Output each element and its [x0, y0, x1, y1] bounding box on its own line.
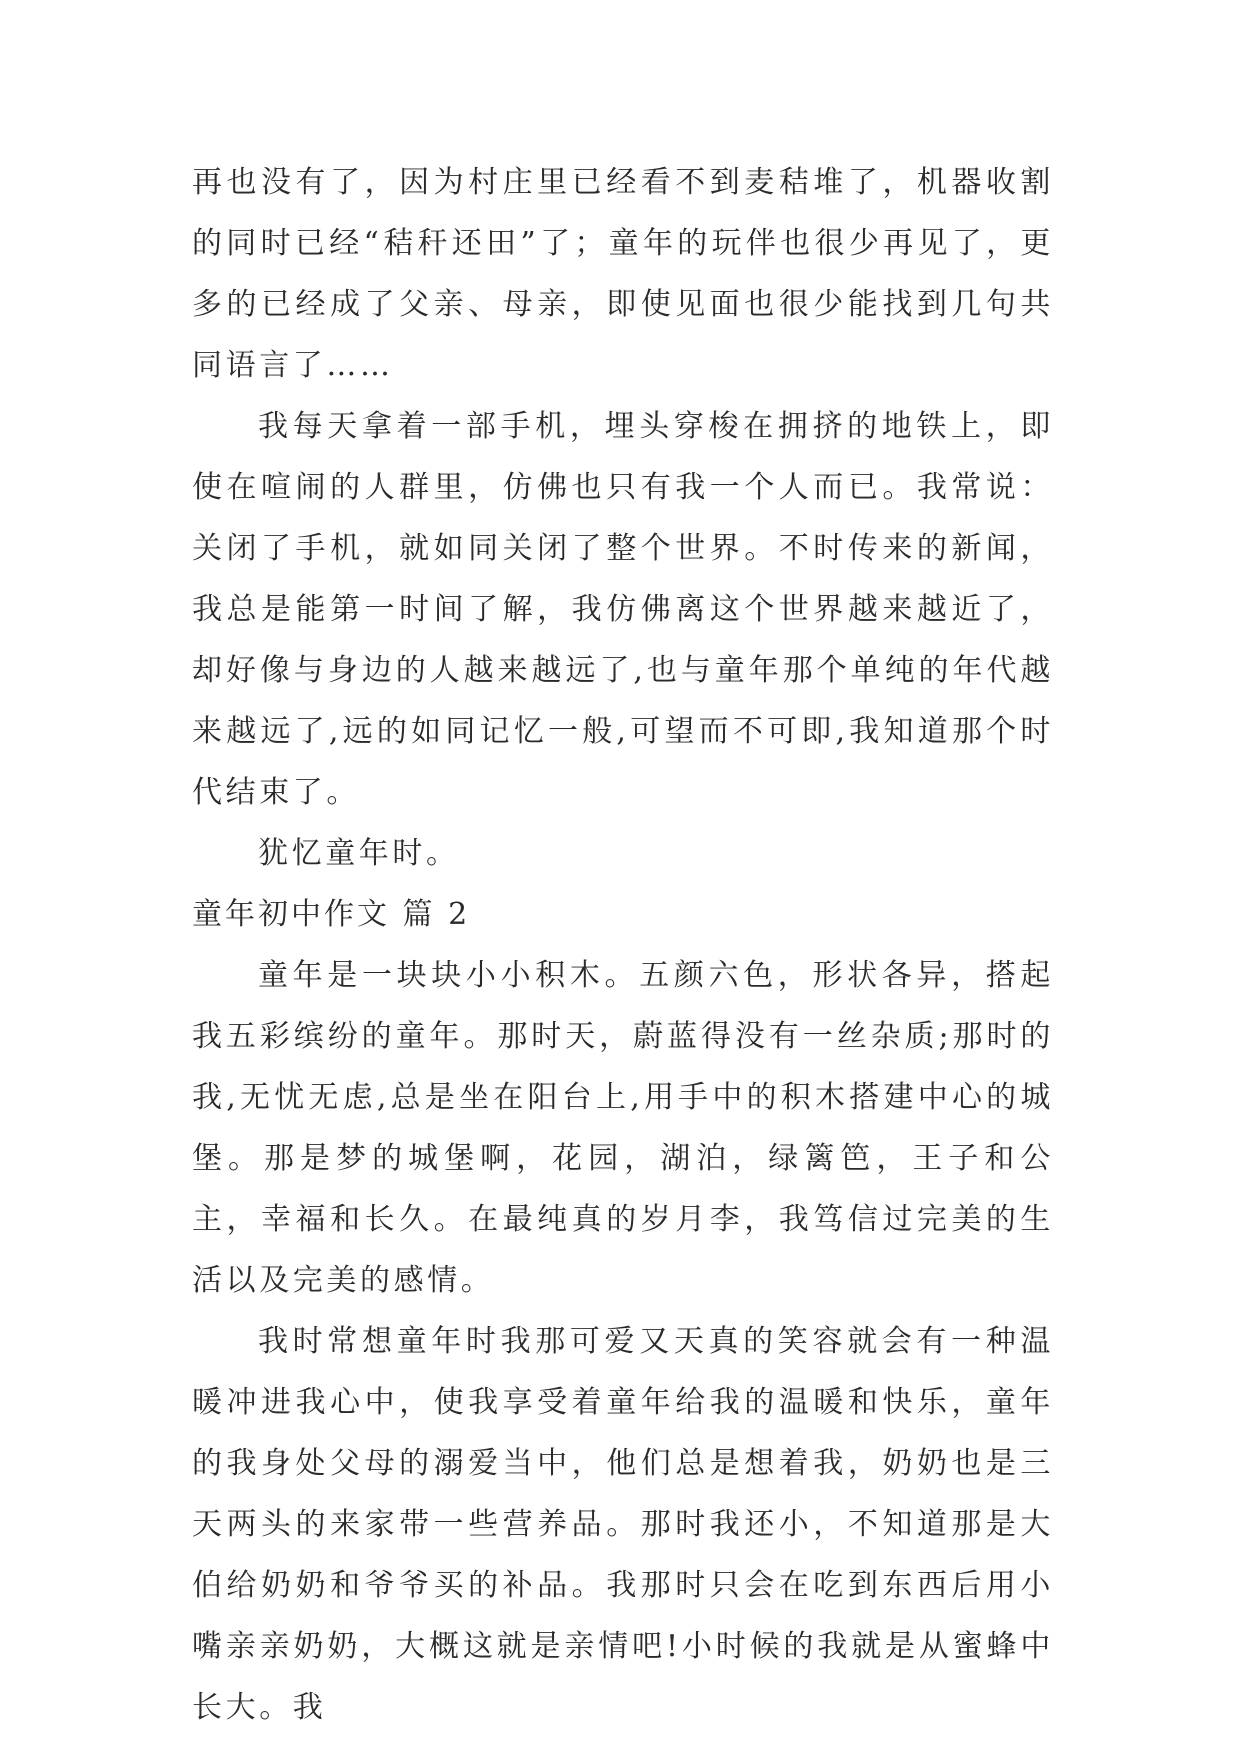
paragraph-continuation: 再也没有了，因为村庄里已经看不到麦秸堆了，机器收割的同时已经“秸秆还田”了；童年的玩伴也很少再见了，更多的已经成了父亲、母亲，即使见面也很少能找到几句共同语言了……: [192, 165, 1054, 383]
section-heading: 童年初中作文 篇 2: [192, 897, 471, 932]
paragraph-building-blocks: 童年是一块块小小积木。五颜六色，形状各异，搭起我五彩缤纷的童年。那时天，蔚蓝得没有一丝杂质;那时的我,无忧无虑,总是坐在阳台上,用手中的积木搭建中心的城堡。那是梦的城堡啊，花园，湖泊，绿篱笆，王子和公主，幸福和长久。在最纯真的岁月李，我笃信过完美的生活以及完美的感情。: [192, 958, 1054, 1298]
paragraph-recall-childhood: 犹忆童年时。: [258, 836, 460, 871]
document-body: [192, 152, 1054, 1738]
paragraph-subway-phone: 我每天拿着一部手机，埋头穿梭在拥挤的地铁上，即使在喧闹的人群里，仿佛也只有我一个人而已。我常说：关闭了手机，就如同关闭了整个世界。不时传来的新闻，我总是能第一时间了解，我仿佛离这个世界越来越近了，却好像与身边的人越来越远了,也与童年那个单纯的年代越来越远了,远的如同记忆一般,可望而不可即,我知道那个时代结束了。: [192, 409, 1054, 810]
paragraph-family-warmth: 我时常想童年时我那可爱又天真的笑容就会有一种温暖冲进我心中，使我享受着童年给我的温暖和快乐，童年的我身处父母的溺爱当中，他们总是想着我，奶奶也是三天两头的来家带一些营养品。那时我还小，不知道那是大伯给奶奶和爷爷买的补品。我那时只会在吃到东西后用小嘴亲亲奶奶，大概这就是亲情吧!小时候的我就是从蜜蜂中长大。我: [192, 1324, 1054, 1725]
